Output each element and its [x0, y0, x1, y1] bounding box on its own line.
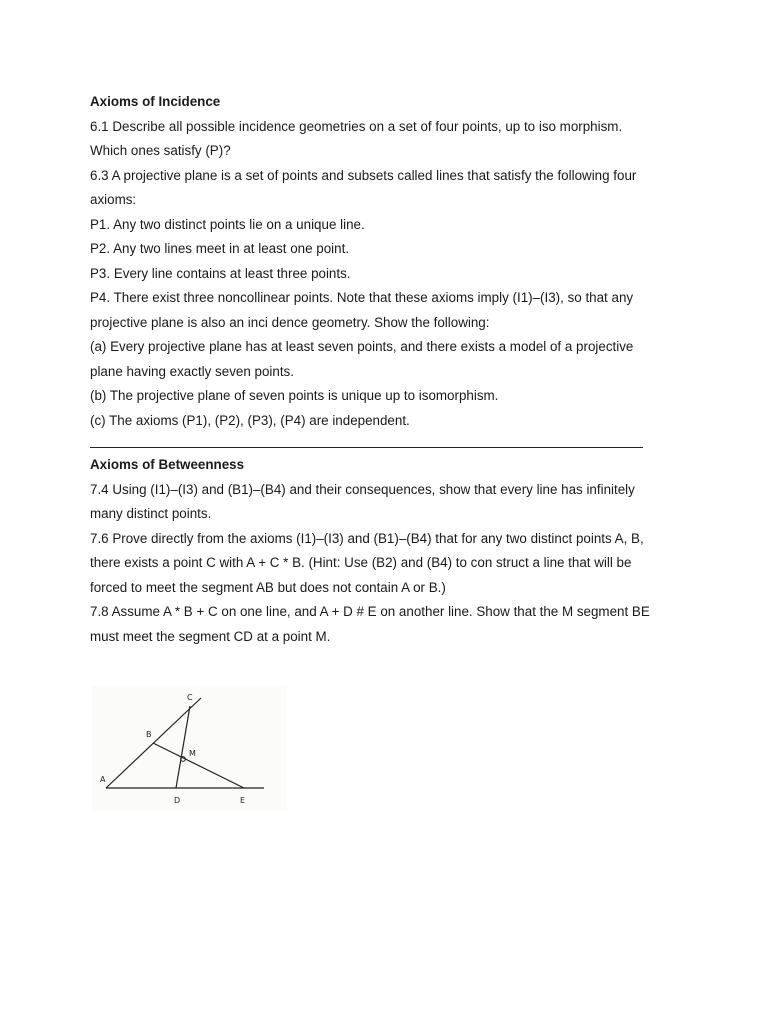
- text-line: (a) Every projective plane has at least seven points, and there exists a model of a projective: [90, 339, 634, 354]
- line-cd: [176, 706, 190, 788]
- text-line: Which ones satisfy (P)?: [90, 143, 231, 158]
- label-b: B: [146, 730, 152, 739]
- section-body-incidence: [90, 115, 690, 434]
- text-line: P3. Every line contains at least three points.: [90, 265, 351, 281]
- text-line: projective plane is also an inci dence geometry. Show the following:: [90, 314, 490, 330]
- text-line: 7.4 Using (I1)–(I3) and (B1)–(B4) and their consequences, show that every line has infinitely: [90, 481, 635, 497]
- section-heading-incidence: Axioms of Incidence: [90, 94, 221, 109]
- geometry-figure: [92, 686, 287, 811]
- text-line: 7.6 Prove directly from the axioms (I1)–(I3) and (B1)–(B4) that for any two distinct points A, B,: [90, 530, 644, 546]
- section-heading-betweenness: Axioms of Betweenness: [90, 457, 245, 472]
- text-line: axioms:: [90, 192, 137, 207]
- label-c: C: [187, 693, 193, 702]
- text-line: 7.8 Assume A * B + C on one line, and A + D # E on another line. Show that the M segment BE: [90, 604, 650, 619]
- text-line: plane having exactly seven points.: [90, 363, 294, 379]
- text-line: P1. Any two distinct points lie on a unique line.: [90, 216, 365, 232]
- text-line: (c) The axioms (P1), (P2), (P3), (P4) are independent.: [90, 412, 410, 428]
- geometry-diagram: [92, 686, 287, 811]
- text-line: P2. Any two lines meet in at least one point.: [90, 241, 350, 256]
- text-line: (b) The projective plane of seven points is unique up to isomorphism.: [90, 388, 499, 403]
- horizontal-divider: [90, 433, 690, 453]
- line-be: [153, 743, 244, 788]
- document-page: [90, 90, 690, 649]
- label-a: A: [100, 775, 106, 784]
- text-line: 6.3 A projective plane is a set of points and subsets called lines that satisfy the following four: [90, 167, 637, 183]
- label-m: M: [189, 749, 196, 758]
- label-d: D: [174, 796, 181, 805]
- text-line: P4. There exist three noncollinear points. Note that these axioms imply (I1)–(I3), so that any: [90, 290, 634, 305]
- text-line: must meet the segment CD at a point M.: [90, 628, 331, 644]
- section-body-betweenness: [90, 478, 690, 650]
- text-line: forced to meet the segment AB but does not contain A or B.): [90, 579, 446, 595]
- label-e: E: [240, 796, 246, 805]
- text-line: many distinct points.: [90, 506, 212, 521]
- text-line: 6.1 Describe all possible incidence geometries on a set of four points, up to iso morphism.: [90, 118, 623, 134]
- text-line: there exists a point C with A + C * B. (Hint: Use (B2) and (B4) to con struct a line that will be: [90, 555, 632, 570]
